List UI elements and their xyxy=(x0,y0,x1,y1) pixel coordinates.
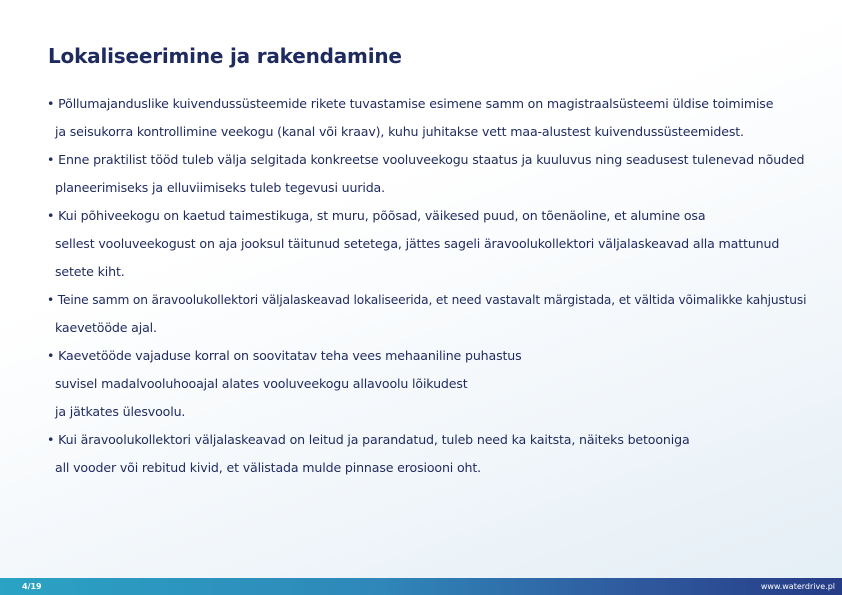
bullet-item xyxy=(47,342,817,426)
slide-title: Lokaliseerimine ja rakendamine xyxy=(48,44,402,68)
page-number: 4/19 xyxy=(22,582,42,591)
bullet-marker: • xyxy=(47,152,55,167)
bullet-marker: • xyxy=(47,348,55,363)
bullet-text: Enne praktilist tööd tuleb välja selgitada konkreetse vooluveekogu staatus ja kuuluvus ning seadusest tulenevad nõuded xyxy=(58,152,805,167)
bullet-line: suvisel madalvooluhooajal alates vooluveekogu allavoolu lõikudest xyxy=(55,376,468,391)
bullet-line: all vooder või rebitud kivid, et välistada mulde pinnase erosiooni oht. xyxy=(55,460,482,475)
footer-bar xyxy=(0,578,842,595)
bullet-text: Kaevetööde vajaduse korral on soovitatav teha vees mehaaniline puhastus xyxy=(58,348,522,363)
bullet-line: planeerimiseks ja elluviimiseks tuleb tegevusi uurida. xyxy=(55,180,385,195)
bullet-text: Kui põhiveekogu on kaetud taimestikuga, st muru, põõsad, väikesed puud, on tõenäoline, et alumine osa xyxy=(58,208,706,223)
bullet-line: ja seisukorra kontrollimine veekogu (kanal või kraav), kuhu juhitakse vett maa-alustest kuivendussüsteemidest. xyxy=(55,124,744,139)
bullet-line: sellest vooluveekogust on aja jooksul täitunud setetega, jättes sageli äravoolukollektori väljalaskeavad alla mattunud xyxy=(55,236,780,251)
bullet-line xyxy=(47,286,817,314)
bullet-item xyxy=(47,90,817,146)
bullet-item xyxy=(47,426,817,482)
bullet-line: ja jätkates ülesvoolu. xyxy=(55,404,186,419)
bullet-text: Põllumajanduslike kuivendussüsteemide rikete tuvastamise esimene samm on magistraalsüsteemi üldise toimimise xyxy=(58,96,774,111)
bullet-line xyxy=(47,426,817,454)
bullet-text: Teine samm on äravoolukollektori väljalaskeavad lokaliseerida, et need vastavalt märgistada, et vältida võimalikke kahjustusi xyxy=(57,293,807,307)
bullet-line xyxy=(47,342,817,370)
bullet-marker: • xyxy=(47,432,55,447)
bullet-marker: • xyxy=(47,208,55,223)
bullet-item xyxy=(47,146,817,202)
bullet-line xyxy=(47,90,817,118)
bullet-text: Kui äravoolukollektori väljalaskeavad on leitud ja parandatud, tuleb need ka kaitsta, näiteks betooniga xyxy=(58,432,690,447)
bullet-line xyxy=(47,146,817,174)
bullet-line: setete kiht. xyxy=(55,264,125,279)
bullet-list xyxy=(47,90,817,482)
bullet-line xyxy=(47,202,817,230)
bullet-line: kaevetööde ajal. xyxy=(55,320,157,335)
website-url: www.waterdrive.pl xyxy=(760,582,835,591)
bullet-item xyxy=(47,202,817,286)
bullet-marker: • xyxy=(47,96,55,111)
bullet-marker: • xyxy=(47,293,55,307)
bullet-item xyxy=(47,286,817,342)
